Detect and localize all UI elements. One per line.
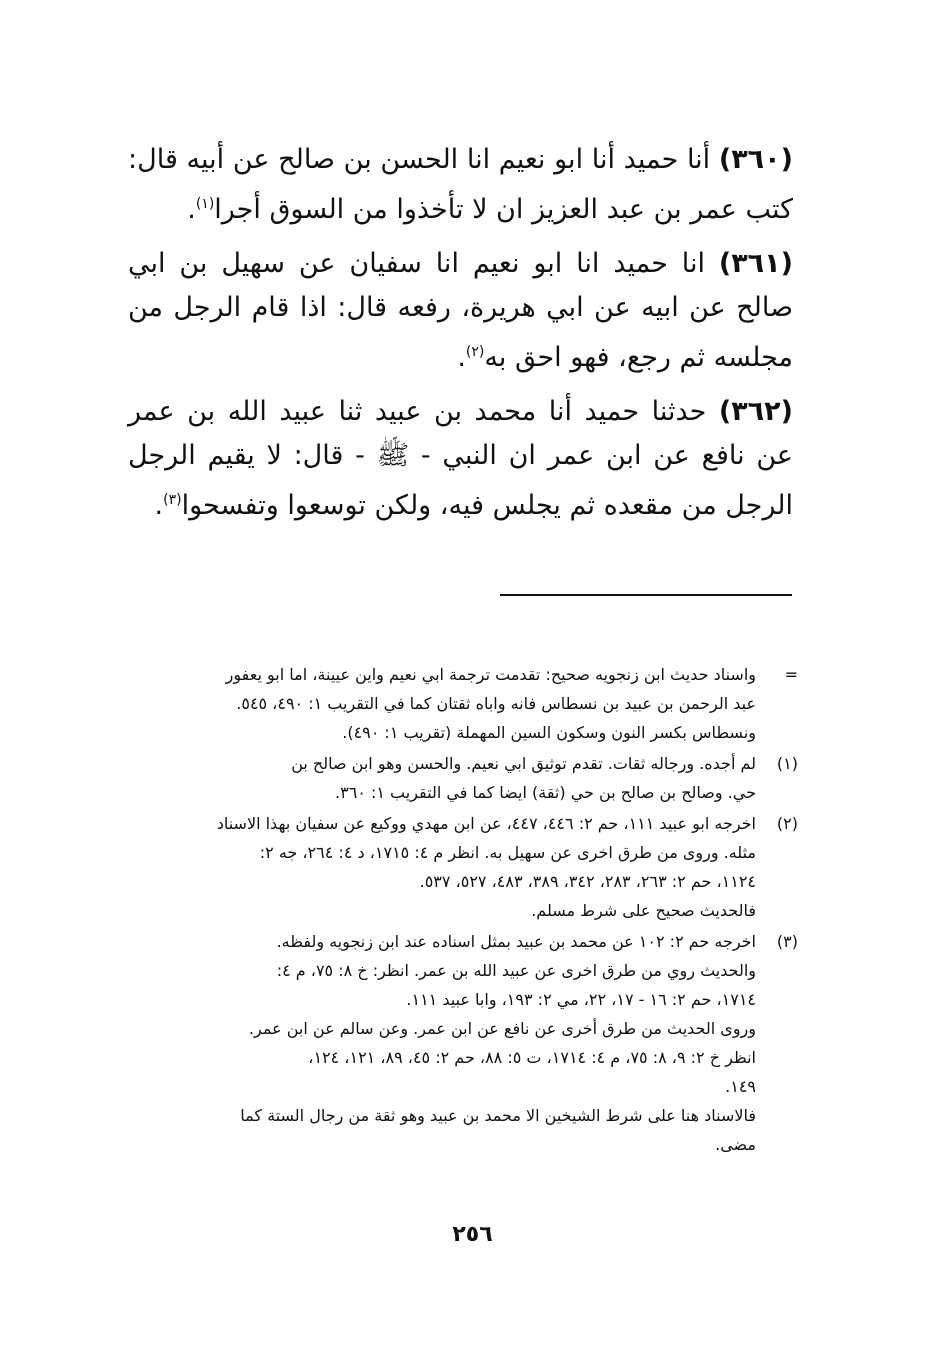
footnote-line: فالحديث صحيح على شرط مسلم. xyxy=(531,901,756,920)
footnote-line: ١٤٩. xyxy=(725,1077,756,1096)
footnote-2 xyxy=(128,809,798,925)
footnote-line: والحديث روي من طرق اخرى عن عبيد الله بن عمر. انظر: خ ٨: ٧٥، م ٤: xyxy=(276,961,756,980)
footnote-line: حي. وصالح بن صالح بن حي (ثقة) ايضا كما في التقريب ١: ٣٦٠. xyxy=(335,783,756,802)
footnote-line: ونسطاس بكسر النون وسكون السين المهملة (تقريب ١: ٤٩٠). xyxy=(342,723,756,742)
footnote-1 xyxy=(128,749,798,807)
hadith-entry-361 xyxy=(128,242,793,380)
footnote-body xyxy=(128,809,756,925)
entry-number: (٣٦١) xyxy=(718,248,793,279)
footnote-ref: (٣) xyxy=(163,492,182,508)
footnote-body xyxy=(128,660,756,747)
page-number: ٢٥٦ xyxy=(452,1222,493,1247)
footnotes xyxy=(128,660,798,1161)
footnote-line: ١٧١٤، حم ٢: ١٦ - ١٧، ٢٢، مي ٢: ١٩٣، وابا عبيد ١١١. xyxy=(406,990,756,1009)
footnote-line: واسناد حديث ابن زنجويه صحيح: تقدمت ترجمة ابي نعيم واين عيينة، اما ابو يعفور xyxy=(225,665,756,684)
footnote-line: عبد الرحمن بن عبيد بن نسطاس فانه واباه ثقتان كما في التقريب ١: ٤٩٠، ٥٤٥. xyxy=(236,694,756,713)
footnote-3 xyxy=(128,927,798,1159)
footnote-separator xyxy=(500,594,792,596)
hadith-entry-360 xyxy=(128,138,793,232)
entry-tail: . xyxy=(187,194,196,225)
footnote-mark: (٢) xyxy=(776,814,798,833)
footnote-line: انظر خ ٢: ٩، ٨: ٧٥، م ٤: ١٧١٤، ت ٥: ٨٨، حم ٢: ٤٥، ٨٩، ١٢١، ١٢٤، xyxy=(308,1048,756,1067)
footnote-mark: (٣) xyxy=(776,932,798,951)
hadith-entry-362 xyxy=(128,390,793,528)
footnote-ref: (١) xyxy=(195,196,215,212)
footnote-mark: (١) xyxy=(776,754,798,773)
footnote-line: فالاسناد هنا على شرط الشيخين الا محمد بن عبيد وهو ثقة من رجال الستة كما xyxy=(240,1106,756,1125)
entry-tail: . xyxy=(457,342,466,373)
entry-tail: . xyxy=(154,490,164,521)
footnote-ref: (٢) xyxy=(465,344,485,360)
footnote-continued xyxy=(128,660,798,747)
entry-number: (٣٦٠) xyxy=(718,144,793,175)
entry-text: أنا حميد أنا ابو نعيم انا الحسن بن صالح عن أبيه قال: كتب عمر بن عبد العزيز ان لا تأخذوا من السوق أجرا xyxy=(128,144,793,225)
footnote-line: اخرجه حم ٢: ١٠٢ عن محمد بن عبيد بمثل اسناده عند ابن زنجويه ولفظه. xyxy=(276,932,756,951)
footnote-line: وروى الحديث من طرق أخرى عن نافع عن ابن عمر. وعن سالم عن ابن عمر. xyxy=(248,1019,756,1038)
main-text xyxy=(128,138,793,538)
footnote-line: اخرجه ابو عبيد ١١١، حم ٢: ٤٤٦، ٤٤٧، عن ابن مهدي ووكيع عن سفيان بهذا الاسناد xyxy=(216,814,756,833)
footnote-line: لم أجده. ورجاله ثقات. تقدم توثيق ابي نعيم. والحسن وهو ابن صالح بن xyxy=(291,754,756,773)
footnote-line: مثله. وروى من طرق اخرى عن سهيل به. انظر م ٤: ١٧١٥، د ٤: ٢٦٤، جه ٢: xyxy=(259,843,756,862)
entry-text: حدثنا حميد أنا محمد بن عبيد ثنا عبيد الله بن عمر عن نافع عن ابن عمر ان النبي - ﷺ - قال: لا يقيم الرجل الرجل من مقعده ثم يجلس فيه، ولكن توسعوا وتفسحوا xyxy=(128,396,793,521)
footnote-body xyxy=(128,749,756,807)
entry-number: (٣٦٢) xyxy=(718,396,793,427)
footnote-line: مضى. xyxy=(715,1135,756,1154)
footnote-line: ١١٢٤، حم ٢: ٢٦٣، ٢٨٣، ٣٤٢، ٣٨٩، ٤٨٣، ٥٢٧، ٥٣٧. xyxy=(419,872,756,891)
entry-text: انا حميد انا ابو نعيم انا سفيان عن سهيل بن ابي صالح عن ابيه عن ابي هريرة، رفعه قال: اذا قام الرجل من مجلسه ثم رجع، فهو احق به xyxy=(128,248,793,373)
footnote-mark: = xyxy=(784,665,798,684)
footnote-body xyxy=(128,927,756,1159)
